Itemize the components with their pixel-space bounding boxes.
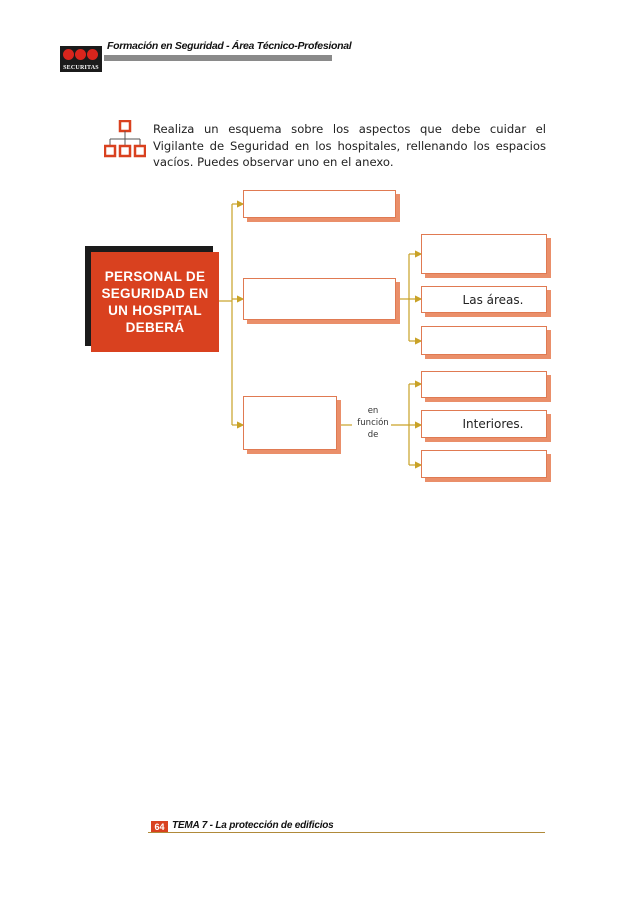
page-number: 64 [151,821,168,833]
connector-label: en función de [357,406,389,440]
instruction-text: Realiza un esquema sobre los aspectos que debe cuidar el Vigilante de Seguridad en los hospitales, rellenando los espacios vacíos. Puedes observar uno en el anexo. [153,122,546,169]
footer-rule [148,832,545,833]
filled-box-interiores [421,410,547,438]
interiores-label: Interiores. [462,417,524,431]
blank-box-top[interactable] [243,190,396,218]
footer-title: TEMA 7 - La protección de edificios [172,820,334,831]
blank-box-r4[interactable] [421,371,547,398]
blank-box-r6[interactable] [421,450,547,478]
blank-box-r1[interactable] [421,234,547,274]
areas-label: Las áreas. [462,292,524,307]
filled-box-areas [421,286,547,313]
blank-box-r3[interactable] [421,326,547,355]
root-label: PERSONAL DE SEGURIDAD EN UN HOSPITAL DEBERÁ [101,269,209,335]
root-box [91,252,219,352]
blank-box-bottom[interactable] [243,396,337,450]
logo-text: SECURITAS [63,65,99,71]
blank-box-middle[interactable] [243,278,396,320]
header-title: Formación en Seguridad - Área Técnico-Profesional [107,40,352,52]
